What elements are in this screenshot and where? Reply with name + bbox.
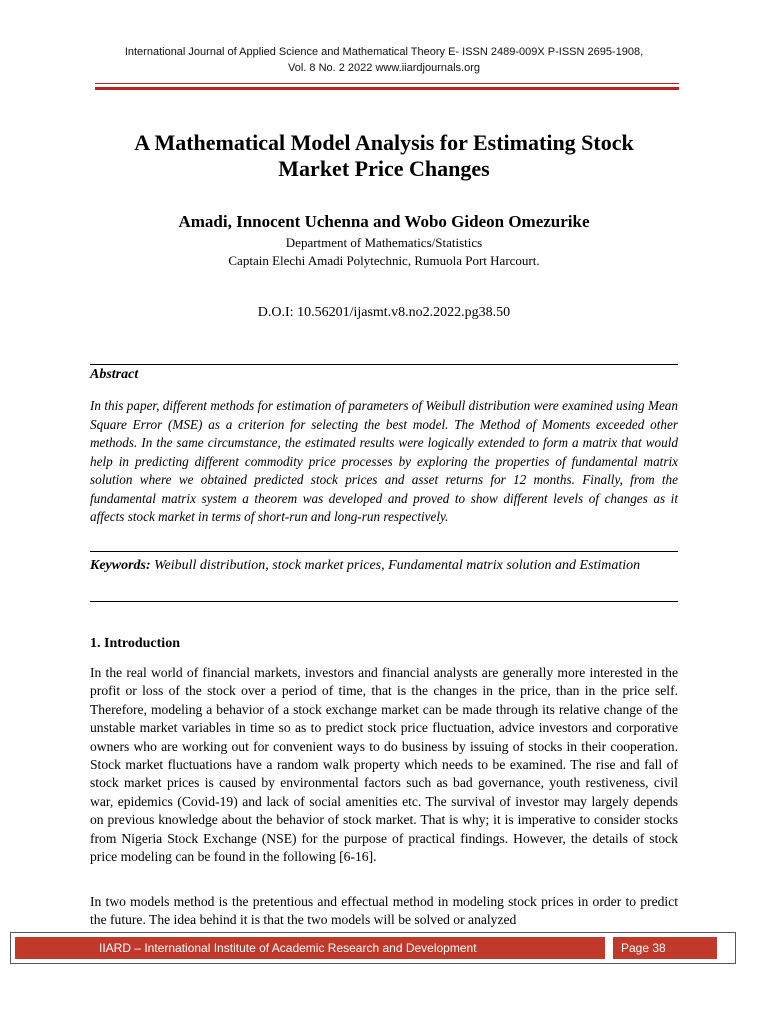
footer-institute-label: IIARD – International Institute of Academic Research and Development bbox=[15, 937, 605, 959]
section-heading-introduction: 1. Introduction bbox=[90, 636, 180, 651]
author-names: Amadi, Innocent Uchenna and Wobo Gideon Omezurike bbox=[178, 212, 590, 231]
abstract-body: In this paper, different methods for estimation of parameters of Weibull distribution were examined using Mean Square Error (MSE) as a criterion for selecting the best model. The Method of Moments exceeded other methods. In the same circumstance, the estimated results were logically extended to form a matrix that would help in predicting different commodity price processes by exploring the properties of fundamental matrix solution where we obtained predicted stock prices and asset returns for 12 months. Finally, from the fundamental matrix system a theorem was developed and proved to show different levels of changes as it affects stock market in terms of short-run and long-run respectively. bbox=[90, 398, 678, 524]
abstract-heading: Abstract bbox=[90, 367, 139, 382]
keywords-top-rule bbox=[90, 551, 678, 552]
abstract-top-rule bbox=[90, 364, 678, 365]
journal-header-line2: Vol. 8 No. 2 2022 www.iiardjournals.org bbox=[288, 62, 480, 74]
footer-page-number: Page 38 bbox=[613, 937, 717, 959]
affiliation-department: Department of Mathematics/Statistics bbox=[285, 235, 483, 250]
keywords-label: Keywords: bbox=[90, 558, 151, 573]
introduction-paragraph-2: In two models method is the pretentious and effectual method in modeling stock prices in order to predict the future. The idea behind it is that the two models will be solved or analyzed bbox=[90, 894, 678, 928]
introduction-paragraph-1: In the real world of financial markets, investors and financial analysts are generally more interested in the profit or loss of the stock over a period of time, that is the changes in the price, than in the price self. Therefore, modeling a behavior of a stock exchange market can be made through its relative change of the unstable market variables in time so as to predict stock price fluctuation, advice investors and corporative owners who are working out for convenient ways to do business by issuing of stocks in their cooperation. Stock market fluctuations have a random walk property which needs to be examined. The rise and fall of stock market prices is caused by environmental factors such as bad governance, youth restiveness, civil war, epidemics (Covid-19) and lack of social amenities etc. The survival of investor may largely depends on previous knowledge about the behavior of stock market. That is why; it is imperative to consider stocks from Nigeria Stock Exchange (NSE) for the purpose of practical findings. However, the details of stock price modeling can be found in the following [6-16]. bbox=[90, 665, 678, 865]
keywords bbox=[90, 556, 678, 575]
paper-title bbox=[60, 130, 708, 182]
header-divider-thin bbox=[95, 83, 679, 84]
keywords-bottom-rule bbox=[90, 601, 678, 602]
journal-header bbox=[0, 44, 768, 76]
keywords-text: Weibull distribution, stock market prices, Fundamental matrix solution and Estimation bbox=[150, 558, 641, 573]
paper-title-line2: Market Price Changes bbox=[278, 156, 490, 181]
doi-line: D.O.I: 10.56201/ijasmt.v8.no2.2022.pg38.50 bbox=[257, 305, 511, 320]
journal-header-line1: International Journal of Applied Science and Mathematical Theory E- ISSN 2489-009X P-ISSN 2695-1908, bbox=[124, 46, 644, 58]
paper-title-line1: A Mathematical Model Analysis for Estimating Stock bbox=[134, 130, 634, 155]
header-divider-thick bbox=[95, 87, 679, 90]
affiliation-institution: Captain Elechi Amadi Polytechnic, Rumuola Port Harcourt. bbox=[228, 253, 540, 268]
page-footer bbox=[10, 932, 736, 964]
